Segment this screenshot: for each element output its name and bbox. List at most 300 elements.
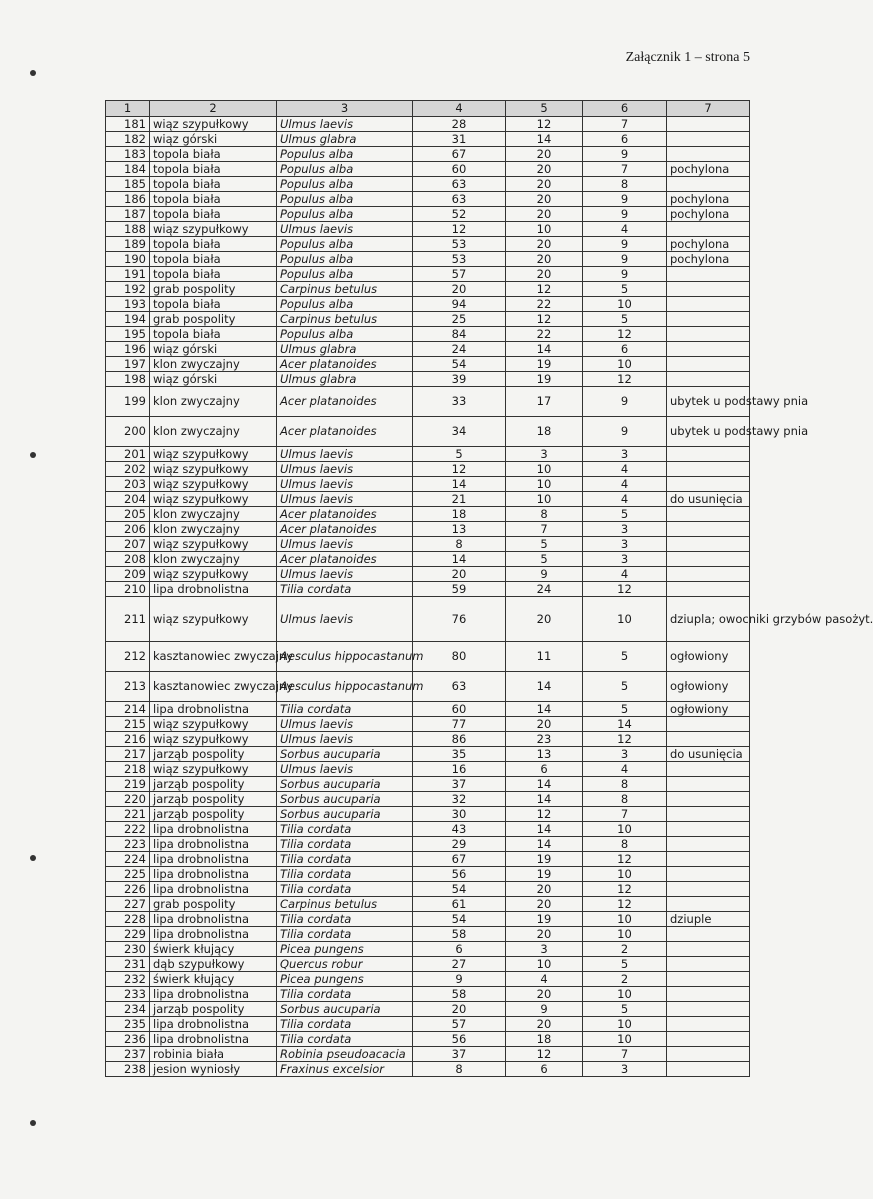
latin-name: Ulmus laevis bbox=[277, 462, 413, 477]
value-col-4: 39 bbox=[413, 372, 506, 387]
page-number-label: Załącznik 1 – strona 5 bbox=[625, 50, 750, 65]
polish-name: klon zwyczajny bbox=[150, 417, 277, 447]
value-col-6: 9 bbox=[583, 252, 667, 267]
table-row bbox=[106, 447, 750, 462]
remarks bbox=[667, 1032, 750, 1047]
value-col-5: 20 bbox=[506, 162, 583, 177]
polish-name: klon zwyczajny bbox=[150, 357, 277, 372]
polish-name: lipa drobnolistna bbox=[150, 1017, 277, 1032]
remarks bbox=[667, 957, 750, 972]
remarks bbox=[667, 867, 750, 882]
table-row bbox=[106, 522, 750, 537]
tree-number: 228 bbox=[106, 912, 150, 927]
table-row bbox=[106, 207, 750, 222]
value-col-5: 19 bbox=[506, 912, 583, 927]
remarks bbox=[667, 852, 750, 867]
value-col-5: 20 bbox=[506, 597, 583, 642]
polish-name: wiąz szypułkowy bbox=[150, 492, 277, 507]
remarks bbox=[667, 477, 750, 492]
latin-name: Acer platanoides bbox=[277, 507, 413, 522]
tree-number: 191 bbox=[106, 267, 150, 282]
polish-name: kasztanowiec zwyczajny bbox=[150, 672, 277, 702]
polish-name: dąb szypułkowy bbox=[150, 957, 277, 972]
latin-name: Tilia cordata bbox=[277, 912, 413, 927]
value-col-4: 20 bbox=[413, 1002, 506, 1017]
value-col-5: 19 bbox=[506, 372, 583, 387]
tree-number: 215 bbox=[106, 717, 150, 732]
table-row bbox=[106, 642, 750, 672]
remarks bbox=[667, 732, 750, 747]
polish-name: lipa drobnolistna bbox=[150, 882, 277, 897]
value-col-4: 13 bbox=[413, 522, 506, 537]
tree-number: 186 bbox=[106, 192, 150, 207]
remarks bbox=[667, 327, 750, 342]
polish-name: wiąz szypułkowy bbox=[150, 762, 277, 777]
latin-name: Acer platanoides bbox=[277, 552, 413, 567]
punch-hole-mark bbox=[30, 70, 36, 76]
tree-number: 210 bbox=[106, 582, 150, 597]
value-col-6: 7 bbox=[583, 1047, 667, 1062]
value-col-6: 10 bbox=[583, 357, 667, 372]
value-col-4: 25 bbox=[413, 312, 506, 327]
polish-name: topola biała bbox=[150, 162, 277, 177]
remarks bbox=[667, 807, 750, 822]
tree-number: 181 bbox=[106, 117, 150, 132]
latin-name: Tilia cordata bbox=[277, 1017, 413, 1032]
value-col-4: 27 bbox=[413, 957, 506, 972]
tree-number: 195 bbox=[106, 327, 150, 342]
tree-number: 192 bbox=[106, 282, 150, 297]
tree-number: 185 bbox=[106, 177, 150, 192]
tree-number: 236 bbox=[106, 1032, 150, 1047]
polish-name: świerk kłujący bbox=[150, 972, 277, 987]
value-col-4: 57 bbox=[413, 1017, 506, 1032]
table-row bbox=[106, 942, 750, 957]
value-col-6: 3 bbox=[583, 747, 667, 762]
polish-name: topola biała bbox=[150, 252, 277, 267]
value-col-5: 14 bbox=[506, 822, 583, 837]
latin-name: Tilia cordata bbox=[277, 882, 413, 897]
value-col-6: 12 bbox=[583, 897, 667, 912]
tree-number: 197 bbox=[106, 357, 150, 372]
value-col-6: 5 bbox=[583, 1002, 667, 1017]
column-header: 3 bbox=[277, 101, 413, 117]
latin-name: Ulmus laevis bbox=[277, 597, 413, 642]
value-col-5: 3 bbox=[506, 942, 583, 957]
value-col-5: 8 bbox=[506, 507, 583, 522]
table-row bbox=[106, 342, 750, 357]
latin-name: Sorbus aucuparia bbox=[277, 747, 413, 762]
value-col-6: 8 bbox=[583, 177, 667, 192]
tree-number: 183 bbox=[106, 147, 150, 162]
latin-name: Ulmus laevis bbox=[277, 222, 413, 237]
polish-name: wiąz szypułkowy bbox=[150, 222, 277, 237]
table-row bbox=[106, 897, 750, 912]
tree-number: 217 bbox=[106, 747, 150, 762]
value-col-4: 59 bbox=[413, 582, 506, 597]
polish-name: topola biała bbox=[150, 327, 277, 342]
value-col-5: 24 bbox=[506, 582, 583, 597]
value-col-5: 6 bbox=[506, 762, 583, 777]
column-header: 1 bbox=[106, 101, 150, 117]
latin-name: Sorbus aucuparia bbox=[277, 1002, 413, 1017]
polish-name: klon zwyczajny bbox=[150, 522, 277, 537]
value-col-6: 8 bbox=[583, 837, 667, 852]
latin-name: Tilia cordata bbox=[277, 927, 413, 942]
tree-number: 235 bbox=[106, 1017, 150, 1032]
table-row bbox=[106, 117, 750, 132]
value-col-5: 17 bbox=[506, 387, 583, 417]
value-col-4: 61 bbox=[413, 897, 506, 912]
value-col-5: 10 bbox=[506, 222, 583, 237]
latin-name: Sorbus aucuparia bbox=[277, 807, 413, 822]
polish-name: jarząb pospolity bbox=[150, 747, 277, 762]
value-col-5: 20 bbox=[506, 1017, 583, 1032]
latin-name: Ulmus glabra bbox=[277, 132, 413, 147]
latin-name: Tilia cordata bbox=[277, 987, 413, 1002]
latin-name: Acer platanoides bbox=[277, 417, 413, 447]
value-col-4: 31 bbox=[413, 132, 506, 147]
value-col-5: 20 bbox=[506, 987, 583, 1002]
table-row bbox=[106, 372, 750, 387]
value-col-5: 5 bbox=[506, 537, 583, 552]
table-row bbox=[106, 822, 750, 837]
value-col-5: 22 bbox=[506, 297, 583, 312]
remarks bbox=[667, 342, 750, 357]
polish-name: topola biała bbox=[150, 297, 277, 312]
value-col-5: 23 bbox=[506, 732, 583, 747]
latin-name: Populus alba bbox=[277, 237, 413, 252]
table-row bbox=[106, 717, 750, 732]
latin-name: Populus alba bbox=[277, 147, 413, 162]
polish-name: wiąz szypułkowy bbox=[150, 477, 277, 492]
table-row bbox=[106, 282, 750, 297]
value-col-4: 52 bbox=[413, 207, 506, 222]
value-col-6: 9 bbox=[583, 147, 667, 162]
table-row bbox=[106, 177, 750, 192]
value-col-6: 3 bbox=[583, 1062, 667, 1077]
polish-name: grab pospolity bbox=[150, 897, 277, 912]
tree-number: 196 bbox=[106, 342, 150, 357]
remarks: pochylona bbox=[667, 192, 750, 207]
table-row bbox=[106, 357, 750, 372]
latin-name: Populus alba bbox=[277, 327, 413, 342]
value-col-4: 30 bbox=[413, 807, 506, 822]
tree-number: 207 bbox=[106, 537, 150, 552]
remarks bbox=[667, 117, 750, 132]
latin-name: Carpinus betulus bbox=[277, 312, 413, 327]
latin-name: Ulmus laevis bbox=[277, 567, 413, 582]
value-col-4: 76 bbox=[413, 597, 506, 642]
value-col-6: 2 bbox=[583, 942, 667, 957]
value-col-5: 13 bbox=[506, 747, 583, 762]
tree-number: 226 bbox=[106, 882, 150, 897]
value-col-4: 37 bbox=[413, 777, 506, 792]
table-row bbox=[106, 222, 750, 237]
polish-name: lipa drobnolistna bbox=[150, 927, 277, 942]
value-col-4: 8 bbox=[413, 1062, 506, 1077]
table-row bbox=[106, 987, 750, 1002]
value-col-5: 6 bbox=[506, 1062, 583, 1077]
polish-name: lipa drobnolistna bbox=[150, 912, 277, 927]
table-row bbox=[106, 147, 750, 162]
table-row bbox=[106, 507, 750, 522]
value-col-6: 12 bbox=[583, 882, 667, 897]
remarks: dziuple bbox=[667, 912, 750, 927]
latin-name: Ulmus laevis bbox=[277, 117, 413, 132]
value-col-4: 58 bbox=[413, 927, 506, 942]
remarks: ogłowiony bbox=[667, 642, 750, 672]
polish-name: robinia biała bbox=[150, 1047, 277, 1062]
value-col-5: 10 bbox=[506, 462, 583, 477]
table-row bbox=[106, 1047, 750, 1062]
value-col-6: 4 bbox=[583, 567, 667, 582]
tree-number: 218 bbox=[106, 762, 150, 777]
remarks bbox=[667, 462, 750, 477]
table-row bbox=[106, 597, 750, 642]
tree-number: 225 bbox=[106, 867, 150, 882]
value-col-4: 86 bbox=[413, 732, 506, 747]
value-col-6: 14 bbox=[583, 717, 667, 732]
latin-name: Ulmus laevis bbox=[277, 447, 413, 462]
remarks: ogłowiony bbox=[667, 702, 750, 717]
remarks bbox=[667, 447, 750, 462]
value-col-6: 5 bbox=[583, 282, 667, 297]
polish-name: jesion wyniosły bbox=[150, 1062, 277, 1077]
value-col-4: 29 bbox=[413, 837, 506, 852]
table-row bbox=[106, 807, 750, 822]
value-col-6: 10 bbox=[583, 597, 667, 642]
value-col-6: 12 bbox=[583, 327, 667, 342]
latin-name: Aesculus hippocastanum bbox=[277, 672, 413, 702]
latin-name: Tilia cordata bbox=[277, 867, 413, 882]
table-row bbox=[106, 957, 750, 972]
remarks bbox=[667, 822, 750, 837]
value-col-4: 77 bbox=[413, 717, 506, 732]
polish-name: topola biała bbox=[150, 207, 277, 222]
value-col-6: 4 bbox=[583, 762, 667, 777]
remarks: pochylona bbox=[667, 237, 750, 252]
polish-name: świerk kłujący bbox=[150, 942, 277, 957]
tree-number: 227 bbox=[106, 897, 150, 912]
polish-name: wiąz szypułkowy bbox=[150, 732, 277, 747]
value-col-4: 14 bbox=[413, 477, 506, 492]
table-row bbox=[106, 1002, 750, 1017]
value-col-6: 4 bbox=[583, 492, 667, 507]
remarks bbox=[667, 1017, 750, 1032]
value-col-6: 6 bbox=[583, 342, 667, 357]
value-col-6: 10 bbox=[583, 927, 667, 942]
tree-number: 214 bbox=[106, 702, 150, 717]
value-col-4: 67 bbox=[413, 852, 506, 867]
polish-name: klon zwyczajny bbox=[150, 507, 277, 522]
value-col-4: 12 bbox=[413, 462, 506, 477]
value-col-5: 12 bbox=[506, 117, 583, 132]
value-col-4: 24 bbox=[413, 342, 506, 357]
latin-name: Populus alba bbox=[277, 162, 413, 177]
value-col-5: 20 bbox=[506, 207, 583, 222]
latin-name: Populus alba bbox=[277, 207, 413, 222]
remarks: do usunięcia bbox=[667, 747, 750, 762]
value-col-4: 67 bbox=[413, 147, 506, 162]
latin-name: Ulmus laevis bbox=[277, 717, 413, 732]
value-col-4: 35 bbox=[413, 747, 506, 762]
remarks bbox=[667, 837, 750, 852]
polish-name: topola biała bbox=[150, 177, 277, 192]
polish-name: jarząb pospolity bbox=[150, 792, 277, 807]
latin-name: Tilia cordata bbox=[277, 582, 413, 597]
remarks bbox=[667, 147, 750, 162]
value-col-5: 14 bbox=[506, 342, 583, 357]
remarks bbox=[667, 1062, 750, 1077]
table-row bbox=[106, 492, 750, 507]
value-col-4: 54 bbox=[413, 882, 506, 897]
latin-name: Populus alba bbox=[277, 297, 413, 312]
value-col-4: 28 bbox=[413, 117, 506, 132]
tree-number: 220 bbox=[106, 792, 150, 807]
polish-name: topola biała bbox=[150, 192, 277, 207]
polish-name: lipa drobnolistna bbox=[150, 867, 277, 882]
polish-name: wiąz górski bbox=[150, 342, 277, 357]
tree-number: 201 bbox=[106, 447, 150, 462]
value-col-5: 20 bbox=[506, 177, 583, 192]
value-col-6: 9 bbox=[583, 387, 667, 417]
polish-name: kasztanowiec zwyczajny bbox=[150, 642, 277, 672]
remarks: pochylona bbox=[667, 207, 750, 222]
table-row bbox=[106, 747, 750, 762]
value-col-5: 7 bbox=[506, 522, 583, 537]
value-col-4: 14 bbox=[413, 552, 506, 567]
tree-number: 193 bbox=[106, 297, 150, 312]
table-row bbox=[106, 1032, 750, 1047]
value-col-6: 4 bbox=[583, 462, 667, 477]
latin-name: Tilia cordata bbox=[277, 852, 413, 867]
remarks bbox=[667, 177, 750, 192]
table-row bbox=[106, 387, 750, 417]
tree-number: 232 bbox=[106, 972, 150, 987]
table-header-row bbox=[106, 101, 750, 117]
latin-name: Carpinus betulus bbox=[277, 897, 413, 912]
value-col-4: 63 bbox=[413, 177, 506, 192]
remarks: pochylona bbox=[667, 252, 750, 267]
remarks bbox=[667, 582, 750, 597]
latin-name: Fraxinus excelsior bbox=[277, 1062, 413, 1077]
tree-number: 182 bbox=[106, 132, 150, 147]
table-row bbox=[106, 837, 750, 852]
tree-number: 203 bbox=[106, 477, 150, 492]
table-row bbox=[106, 582, 750, 597]
value-col-6: 4 bbox=[583, 222, 667, 237]
value-col-5: 12 bbox=[506, 1047, 583, 1062]
remarks bbox=[667, 1047, 750, 1062]
latin-name: Tilia cordata bbox=[277, 837, 413, 852]
tree-number: 222 bbox=[106, 822, 150, 837]
value-col-4: 8 bbox=[413, 537, 506, 552]
value-col-6: 3 bbox=[583, 537, 667, 552]
polish-name: klon zwyczajny bbox=[150, 387, 277, 417]
value-col-5: 20 bbox=[506, 267, 583, 282]
value-col-4: 21 bbox=[413, 492, 506, 507]
tree-number: 194 bbox=[106, 312, 150, 327]
table-row bbox=[106, 867, 750, 882]
latin-name: Aesculus hippocastanum bbox=[277, 642, 413, 672]
value-col-5: 14 bbox=[506, 777, 583, 792]
table-row bbox=[106, 537, 750, 552]
value-col-6: 3 bbox=[583, 522, 667, 537]
tree-number: 233 bbox=[106, 987, 150, 1002]
polish-name: lipa drobnolistna bbox=[150, 582, 277, 597]
value-col-6: 5 bbox=[583, 642, 667, 672]
polish-name: wiąz szypułkowy bbox=[150, 447, 277, 462]
value-col-6: 4 bbox=[583, 477, 667, 492]
value-col-4: 54 bbox=[413, 912, 506, 927]
value-col-5: 18 bbox=[506, 417, 583, 447]
value-col-5: 14 bbox=[506, 792, 583, 807]
value-col-4: 5 bbox=[413, 447, 506, 462]
value-col-4: 56 bbox=[413, 1032, 506, 1047]
table-row bbox=[106, 672, 750, 702]
value-col-4: 6 bbox=[413, 942, 506, 957]
table-row bbox=[106, 852, 750, 867]
remarks bbox=[667, 897, 750, 912]
value-col-5: 11 bbox=[506, 642, 583, 672]
latin-name: Populus alba bbox=[277, 177, 413, 192]
value-col-5: 14 bbox=[506, 702, 583, 717]
value-col-6: 3 bbox=[583, 447, 667, 462]
remarks bbox=[667, 882, 750, 897]
table-row bbox=[106, 162, 750, 177]
latin-name: Populus alba bbox=[277, 252, 413, 267]
value-col-6: 12 bbox=[583, 582, 667, 597]
punch-hole-mark bbox=[30, 452, 36, 458]
value-col-4: 20 bbox=[413, 567, 506, 582]
tree-number: 230 bbox=[106, 942, 150, 957]
tree-number: 205 bbox=[106, 507, 150, 522]
value-col-4: 33 bbox=[413, 387, 506, 417]
value-col-5: 9 bbox=[506, 1002, 583, 1017]
latin-name: Picea pungens bbox=[277, 972, 413, 987]
value-col-6: 12 bbox=[583, 852, 667, 867]
value-col-6: 9 bbox=[583, 192, 667, 207]
tree-number: 204 bbox=[106, 492, 150, 507]
latin-name: Ulmus laevis bbox=[277, 732, 413, 747]
value-col-6: 2 bbox=[583, 972, 667, 987]
latin-name: Robinia pseudoacacia bbox=[277, 1047, 413, 1062]
table-row bbox=[106, 312, 750, 327]
tree-number: 229 bbox=[106, 927, 150, 942]
value-col-6: 6 bbox=[583, 132, 667, 147]
table-row bbox=[106, 972, 750, 987]
value-col-5: 20 bbox=[506, 897, 583, 912]
value-col-5: 12 bbox=[506, 807, 583, 822]
value-col-4: 43 bbox=[413, 822, 506, 837]
value-col-5: 20 bbox=[506, 927, 583, 942]
tree-number: 208 bbox=[106, 552, 150, 567]
remarks bbox=[667, 222, 750, 237]
latin-name: Ulmus laevis bbox=[277, 537, 413, 552]
value-col-4: 53 bbox=[413, 252, 506, 267]
value-col-4: 16 bbox=[413, 762, 506, 777]
value-col-6: 10 bbox=[583, 1017, 667, 1032]
polish-name: grab pospolity bbox=[150, 282, 277, 297]
remarks bbox=[667, 522, 750, 537]
table-row bbox=[106, 1017, 750, 1032]
column-header: 6 bbox=[583, 101, 667, 117]
remarks bbox=[667, 1002, 750, 1017]
value-col-5: 20 bbox=[506, 717, 583, 732]
tree-number: 187 bbox=[106, 207, 150, 222]
table-row bbox=[106, 777, 750, 792]
